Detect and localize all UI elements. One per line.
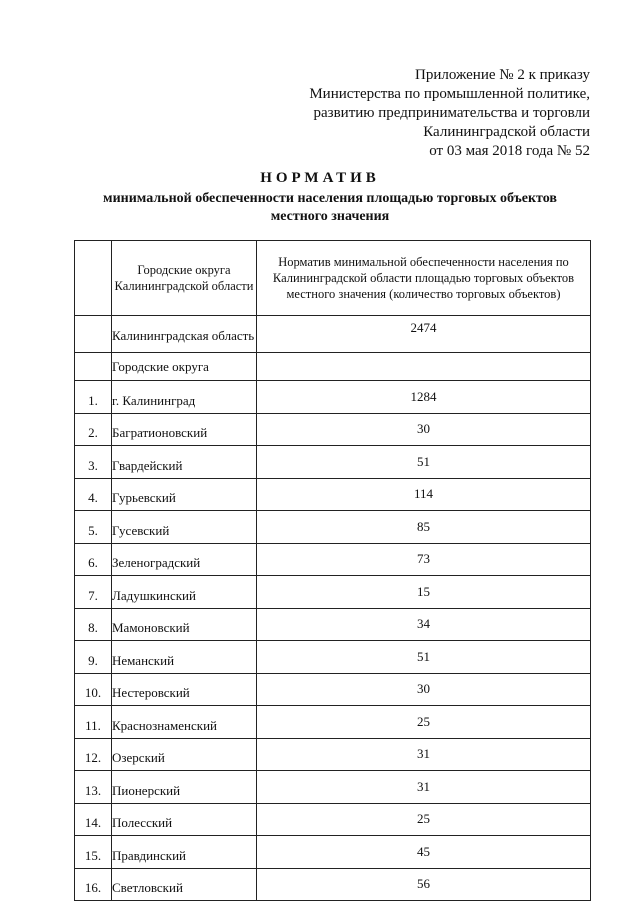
row-num-cell: 5. — [75, 511, 112, 544]
table-row — [75, 478, 591, 511]
subtitle-line: минимальной обеспеченности населения площадью торговых объектов — [103, 191, 557, 206]
row-num-cell: 2. — [75, 413, 112, 446]
row-name-cell: Светловский — [112, 868, 257, 901]
row-name-cell: Зеленоградский — [112, 543, 257, 576]
row-value-cell: 30 — [257, 413, 591, 446]
row-num-cell: 3. — [75, 446, 112, 479]
region-num-cell — [75, 316, 112, 353]
row-value-cell: 34 — [257, 608, 591, 641]
row-value-cell: 56 — [257, 868, 591, 901]
row-num-cell: 15. — [75, 836, 112, 869]
table-row — [75, 511, 591, 544]
table-row — [75, 673, 591, 706]
row-num-cell: 12. — [75, 738, 112, 771]
row-name-cell: Гвардейский — [112, 446, 257, 479]
table-row — [75, 543, 591, 576]
row-value-cell: 25 — [257, 706, 591, 739]
group-row — [75, 353, 591, 381]
appendix-line: развитию предпринимательства и торговли — [313, 105, 590, 121]
row-num-cell: 7. — [75, 576, 112, 609]
row-num-cell: 4. — [75, 478, 112, 511]
row-name-cell: Неманский — [112, 641, 257, 674]
region-row — [75, 316, 591, 353]
row-value-cell: 1284 — [257, 381, 591, 414]
row-name-cell: Гусевский — [112, 511, 257, 544]
row-num-cell: 10. — [75, 673, 112, 706]
table-body — [75, 316, 591, 901]
row-num-cell: 8. — [75, 608, 112, 641]
row-name-cell: Ладушкинский — [112, 576, 257, 609]
table-row — [75, 608, 591, 641]
table-row — [75, 576, 591, 609]
row-name-cell: Мамоновский — [112, 608, 257, 641]
norm-table — [74, 240, 591, 901]
table-row — [75, 771, 591, 804]
table-row — [75, 641, 591, 674]
row-value-cell: 45 — [257, 836, 591, 869]
group-num-cell — [75, 353, 112, 381]
appendix-line: от 03 мая 2018 года № 52 — [429, 143, 590, 159]
row-value-cell: 114 — [257, 478, 591, 511]
row-value-cell: 15 — [257, 576, 591, 609]
row-num-cell: 13. — [75, 771, 112, 804]
row-value-cell: 31 — [257, 738, 591, 771]
row-name-cell: Полесский — [112, 803, 257, 836]
header-num-cell — [75, 241, 112, 316]
table-header-row — [75, 241, 591, 316]
row-name-cell: Нестеровский — [112, 673, 257, 706]
row-name-cell: Правдинский — [112, 836, 257, 869]
row-value-cell: 30 — [257, 673, 591, 706]
row-value-cell: 73 — [257, 543, 591, 576]
row-name-cell: Пионерский — [112, 771, 257, 804]
subtitle-line: местного значения — [270, 209, 390, 224]
region-name-cell: Калининградская область — [112, 316, 257, 353]
appendix-line: Министерства по промышленной политике, — [309, 86, 590, 102]
table-row — [75, 413, 591, 446]
row-num-cell: 16. — [75, 868, 112, 901]
row-num-cell: 1. — [75, 381, 112, 414]
header-name-cell: Городские округа Калининградской области — [112, 241, 257, 316]
header-value-cell: Норматив минимальной обеспеченности населения по Калининградской области площадью торговых объектов местного значения (количество торговых объектов) — [257, 241, 591, 316]
row-num-cell: 6. — [75, 543, 112, 576]
group-value-cell — [257, 353, 591, 381]
row-name-cell: Гурьевский — [112, 478, 257, 511]
row-num-cell: 11. — [75, 706, 112, 739]
document-subtitle — [70, 190, 590, 226]
table-row — [75, 836, 591, 869]
appendix-block — [309, 66, 590, 161]
table-row — [75, 446, 591, 479]
table-row — [75, 868, 591, 901]
appendix-line: Калининградской области — [423, 124, 590, 140]
row-name-cell: г. Калининград — [112, 381, 257, 414]
row-name-cell: Краснознаменский — [112, 706, 257, 739]
row-num-cell: 9. — [75, 641, 112, 674]
group-label-cell: Городские округа — [112, 353, 257, 381]
row-name-cell: Озерский — [112, 738, 257, 771]
row-num-cell: 14. — [75, 803, 112, 836]
row-value-cell: 85 — [257, 511, 591, 544]
appendix-line: Приложение № 2 к приказу — [415, 67, 590, 83]
row-name-cell: Багратионовский — [112, 413, 257, 446]
row-value-cell: 51 — [257, 641, 591, 674]
table-row — [75, 738, 591, 771]
row-value-cell: 25 — [257, 803, 591, 836]
table-row — [75, 706, 591, 739]
row-value-cell: 31 — [257, 771, 591, 804]
table-row — [75, 381, 591, 414]
region-value-cell: 2474 — [257, 316, 591, 353]
row-value-cell: 51 — [257, 446, 591, 479]
document-title: НОРМАТИВ — [260, 170, 380, 186]
table-row — [75, 803, 591, 836]
